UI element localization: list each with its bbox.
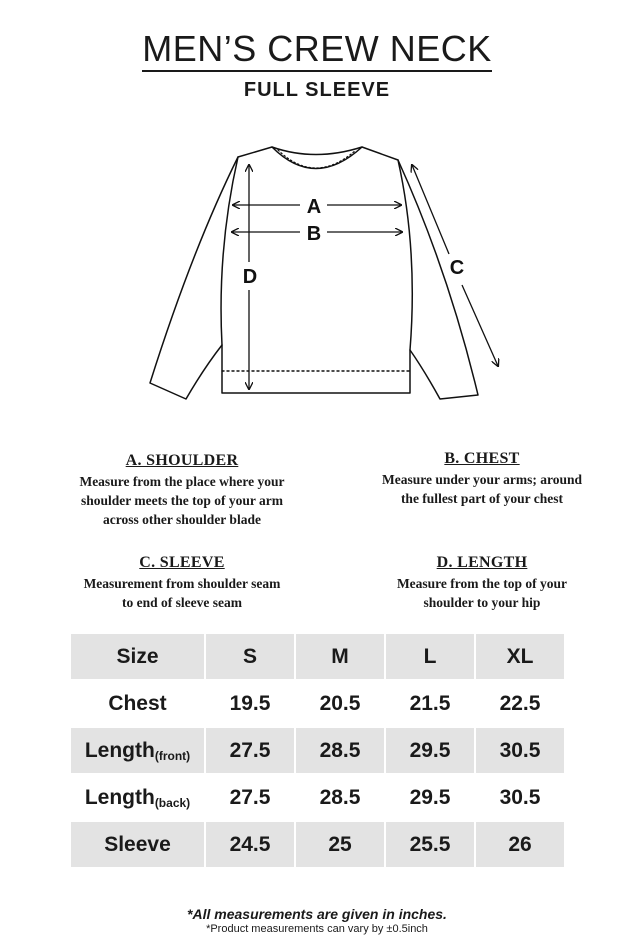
row-label-text: Sleeve	[104, 832, 171, 856]
table-cell: 25.5	[386, 822, 474, 867]
table-cell: 22.5	[499, 691, 541, 715]
sweater-diagram	[0, 130, 634, 410]
page-title	[0, 28, 634, 70]
chest-text	[362, 470, 602, 508]
chest-line: the fullest part of your chest	[400, 491, 564, 506]
row-label-text: Length	[84, 738, 155, 762]
table-header-cell: Size	[71, 634, 204, 679]
table-cell: 27.5	[206, 728, 294, 773]
measurement-variance-note: *Product measurements can vary by ±0.5inch	[206, 923, 428, 935]
table-cell: 20.5	[319, 691, 361, 715]
table-row	[71, 775, 564, 820]
table-cell: 28.5	[319, 785, 361, 809]
length-heading: D. LENGTH	[436, 554, 528, 571]
label-c: C	[449, 257, 465, 279]
table-header-cell: XL	[476, 634, 564, 679]
shoulder-line: shoulder meets the top of your arm	[81, 493, 283, 508]
shoulder-line: across other shoulder blade	[103, 512, 261, 527]
table-header-cell: S	[206, 634, 294, 679]
length-description	[362, 554, 602, 612]
length-text	[362, 574, 602, 612]
sleeve-description	[62, 554, 302, 612]
row-label-sub: (back)	[154, 795, 191, 810]
table-row	[71, 681, 564, 726]
page-title-text: MEN’S CREW NECK	[142, 28, 492, 72]
sleeve-line: Measurement from shoulder seam	[83, 576, 281, 591]
row-label	[71, 775, 204, 820]
sleeve-text	[62, 574, 302, 612]
label-b: B	[306, 223, 322, 245]
table-cell: 26	[476, 822, 564, 867]
row-label-sub: (front)	[154, 748, 191, 763]
shoulder-description	[62, 452, 302, 529]
chest-description	[362, 450, 602, 508]
shoulder-line: Measure from the place where your	[79, 474, 285, 489]
table-cell: 30.5	[499, 785, 541, 809]
chest-heading: B. CHEST	[444, 450, 520, 467]
table-cell: 27.5	[229, 785, 271, 809]
row-label-text: Chest	[108, 691, 167, 715]
left-sleeve-outline	[150, 157, 238, 399]
table-cell: 28.5	[296, 728, 384, 773]
label-d: D	[242, 266, 258, 288]
table-row	[71, 822, 564, 867]
label-a: A	[306, 196, 322, 218]
table-cell: 19.5	[229, 691, 271, 715]
size-chart-table	[69, 632, 566, 869]
table-cell: 30.5	[476, 728, 564, 773]
shoulder-text	[62, 472, 302, 529]
row-label	[71, 681, 204, 726]
table-cell: 21.5	[409, 691, 451, 715]
length-line: Measure from the top of your	[396, 576, 568, 591]
table-header-cell: M	[296, 634, 384, 679]
row-label	[71, 822, 204, 867]
chest-line: Measure under your arms; around	[381, 472, 582, 487]
table-cell: 24.5	[206, 822, 294, 867]
table-cell: 25	[296, 822, 384, 867]
table-header-cell: L	[386, 634, 474, 679]
collar-inner-stitch	[278, 150, 356, 168]
table-header-row	[71, 634, 564, 679]
table-cell: 29.5	[409, 785, 451, 809]
shoulder-heading: A. SHOULDER	[125, 452, 239, 469]
row-label-text: Length	[84, 785, 155, 809]
sleeve-line: to end of sleeve seam	[122, 595, 242, 610]
row-label	[71, 728, 204, 773]
table-row	[71, 728, 564, 773]
sleeve-heading: C. SLEEVE	[139, 554, 225, 571]
page-subtitle: FULL SLEEVE	[243, 79, 391, 101]
table-cell: 29.5	[386, 728, 474, 773]
measurement-unit-note: *All measurements are given in inches.	[187, 906, 447, 922]
length-line: shoulder to your hip	[423, 595, 541, 610]
